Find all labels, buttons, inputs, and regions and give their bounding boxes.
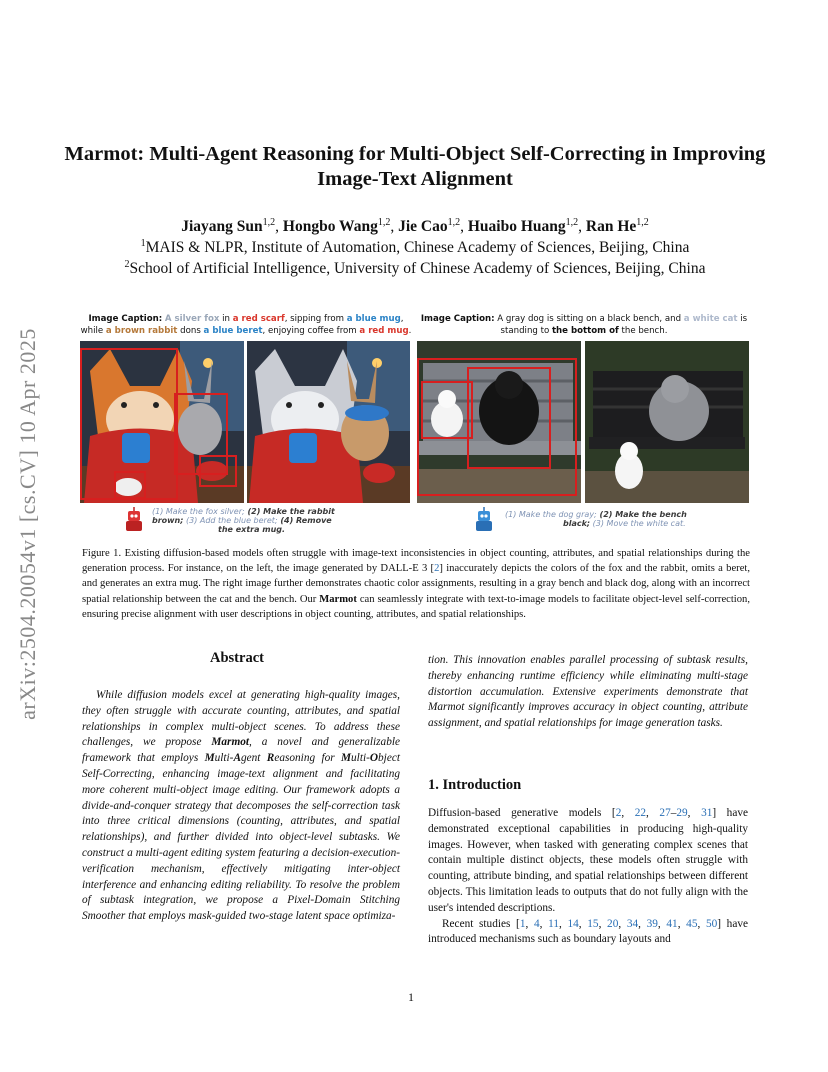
left-image-caption xyxy=(80,313,412,337)
sep: , xyxy=(687,807,702,819)
citation-link[interactable]: 1 xyxy=(519,917,526,930)
edit-step: (4) Remove xyxy=(277,516,332,525)
left-edit-instructions xyxy=(152,507,352,534)
right-edit-instructions xyxy=(505,510,735,528)
arxiv-sidebar xyxy=(6,284,50,764)
abstract-text: While diffusion models excel at generating high-quality images, they often struggle with accurate counting, attributes, and spatial relationships in complex multi-object scenes. To address these challenges, we propose xyxy=(82,689,400,749)
caption-span: , sipping from xyxy=(284,314,347,324)
author-sup: 1,2 xyxy=(447,216,461,228)
affil-text: MAIS & NLPR, Institute of Automation, Chinese Academy of Sciences, Beijing, China xyxy=(145,239,690,256)
abstract-text: , a novel and generalizable framework that employs xyxy=(82,736,400,765)
intro-body xyxy=(428,806,748,948)
intro-paragraph-2 xyxy=(428,917,748,949)
edit-step: the extra mug. xyxy=(218,525,286,534)
author-sup: 1,2 xyxy=(565,216,579,228)
acronym-rest: ulti- xyxy=(214,752,234,765)
caption-text: can seamlessly integrate with text-to-image models to facilitate object-level self-correction, ensuring precise alignment with user descriptions in object counting, attributes, and spatial relationships. xyxy=(82,593,750,620)
citation-link[interactable]: 29 xyxy=(676,807,688,819)
caption-span: is xyxy=(737,314,748,324)
citation-link[interactable]: 50 xyxy=(705,917,718,930)
affil-sup: 2 xyxy=(124,258,130,270)
acronym-rest: easoning for xyxy=(274,752,341,765)
author-sup: 1,2 xyxy=(636,216,649,228)
acronym-letter: M xyxy=(204,752,215,765)
citation-link[interactable]: 41 xyxy=(666,917,678,930)
citation-link[interactable]: 27 xyxy=(659,807,671,819)
citation-link[interactable]: 15 xyxy=(587,917,599,930)
caption-span: A silver fox xyxy=(164,314,220,324)
page-number: 1 xyxy=(408,990,414,1004)
author-name: Jiayang Sun xyxy=(181,218,263,235)
fox-rabbit-corrected-image xyxy=(247,341,410,503)
edit-step: black; xyxy=(563,519,591,528)
caption-span: while xyxy=(80,326,106,336)
edit-step: (2) Make the rabbit xyxy=(244,507,335,516)
caption-label: Image Caption: xyxy=(420,314,495,324)
intro-text: ] have introduced mechanisms such as boundary layouts and xyxy=(428,917,748,946)
abstract-bold: Marmot xyxy=(211,736,250,749)
caption-span: a red scarf xyxy=(232,314,285,324)
caption-span: a white cat xyxy=(683,314,738,324)
citation-link[interactable]: 11 xyxy=(548,917,559,930)
sep: , xyxy=(677,917,687,930)
author-name: Hongbo Wang xyxy=(282,218,378,235)
caption-span: in xyxy=(219,314,233,324)
sep: , xyxy=(657,917,667,930)
bounding-box xyxy=(467,367,551,469)
caption-span: a blue beret xyxy=(203,326,263,336)
sep: , xyxy=(559,917,568,930)
author-name: Jie Cao xyxy=(398,218,448,235)
bounding-box xyxy=(199,455,237,487)
intro-text: ] have demonstrated exceptional capabilities in producing high-quality images. However, when tasked with generating complex scenes that contain multiple distinct objects, these models often struggle with counting, attribute binding, and spatial relationships between different objects. This limitation leads to outputs that do not fully align with the user's intended descriptions. xyxy=(428,807,749,914)
fox-rabbit-corrected-art xyxy=(247,341,410,503)
abstract-body xyxy=(82,688,400,925)
author-block xyxy=(60,216,770,279)
sep: , xyxy=(646,807,660,819)
citation-link[interactable]: 2 xyxy=(615,807,622,819)
caption-label: Image Caption: xyxy=(88,314,163,324)
sep: , xyxy=(578,917,588,930)
caption-span: a red mug xyxy=(359,326,409,336)
citation-link[interactable]: 45 xyxy=(686,917,698,930)
acronym-rest: ulti- xyxy=(351,752,370,765)
abstract-heading: Abstract xyxy=(210,650,264,666)
citation-link[interactable]: 20 xyxy=(607,917,619,930)
sep: , xyxy=(618,917,627,930)
author-sup: 1,2 xyxy=(262,216,276,228)
abstract-text: , enhancing image-text alignment and facilitating more coherent multi-object image editing. Our framework adopts a divide-and-conquer strategy that decomposes the self-correction task into three critical dimensions (counting, attributes, and spatial relationships), and further divided into object-level subtasks. We construct a multi-agent editing system featuring a decision-execution-verification mechanism, effectively mitigating inter-object interference and enhancing editing reliability. To resolve the problem of subtask integration, we propose a Pixel-Domain Stitching Smoother that employs mask-guided two-stage latent space optimiza- xyxy=(82,767,400,923)
bounding-box xyxy=(114,471,146,499)
dog-cat-corrected-art xyxy=(585,341,749,503)
caption-span: the bench. xyxy=(618,326,668,336)
sep: , xyxy=(621,807,635,819)
caption-span: standing to xyxy=(500,326,552,336)
edit-step: (2) Make the bench xyxy=(596,510,687,519)
section-heading: 1. Introduction xyxy=(428,777,522,793)
intro-text: Recent studies [ xyxy=(442,917,520,930)
caption-span: a brown rabbit xyxy=(105,326,178,336)
sep: , xyxy=(598,917,608,930)
acronym-letter: R xyxy=(266,752,275,765)
caption-span: the bottom of xyxy=(551,326,619,336)
dog-cat-corrected-image xyxy=(585,341,749,503)
intro-text: Diffusion-based generative models [ xyxy=(428,807,616,819)
caption-span: a blue mug xyxy=(346,314,401,324)
sep: , xyxy=(525,917,534,930)
edit-step: (1) Make the fox silver; xyxy=(152,507,245,516)
red-robot-icon xyxy=(124,507,144,533)
author-sup: 1,2 xyxy=(377,216,391,228)
edit-step: brown; xyxy=(152,516,184,525)
citation-link[interactable]: 14 xyxy=(567,917,579,930)
caption-text: ] inaccurately depicts the colors of the fox and the rabbit, omits a beret, and generates an extra mug. The right image further demonstrates chaotic color assignments, resulting in a gray bench and black dog, along with an incorrect spatial relationship between the cat and the bench. Our xyxy=(82,563,750,605)
sep: , xyxy=(638,917,647,930)
edit-step: (1) Make the dog gray; xyxy=(505,510,597,519)
affil-text: School of Artificial Intelligence, University of Chinese Academy of Sciences, Beijing, China xyxy=(129,260,706,277)
caption-span: , xyxy=(400,314,404,324)
caption-span: dons xyxy=(177,326,204,336)
citation-link[interactable]: 34 xyxy=(626,917,639,930)
arxiv-id: arXiv:2504.20054v1 [cs.CV] 10 Apr 2025 xyxy=(15,328,40,720)
acronym-letter: O xyxy=(369,752,379,765)
intro-paragraph-1 xyxy=(428,806,748,917)
sep: , xyxy=(539,917,549,930)
caption-span: . xyxy=(408,326,412,336)
affiliation-1 xyxy=(60,237,770,258)
citation-link[interactable]: 2 xyxy=(434,563,440,575)
caption-span: A gray dog is sitting on a black bench, and xyxy=(497,314,684,324)
edit-step: (3) Add the blue beret; xyxy=(183,516,278,525)
blue-robot-icon xyxy=(474,507,494,533)
acronym-rest: bject Self-Correcting xyxy=(82,752,400,780)
acronym-letter: M xyxy=(340,752,352,765)
acronym-rest: gent xyxy=(240,752,267,765)
affiliation-2 xyxy=(60,258,770,279)
sep: , xyxy=(697,917,706,930)
author-list: Jiayang Sun$^{1,2}$, Hongbo Wang$^{1,2}$, Jie Cao$^{1,2}$, Huaibo Huang$^{1,2}$, Ran He$^{1,2}$ xyxy=(181,216,649,235)
abstract-continuation: tion. This innovation enables parallel processing of subtask results, thereby enhancing runtime efficiency while eliminating multi-stage distortion accumulation. Extensive experiments demonstrate that Marmot significantly improves accuracy in object counting, attribute assignment, and spatial relationships for image generation tasks. xyxy=(428,654,748,730)
sep: – xyxy=(670,807,677,819)
paper-title: Marmot: Multi-Agent Reasoning for Multi-Object Self-Correcting in Improving Image-Text Alignment xyxy=(64,143,766,190)
acronym-letter: A xyxy=(233,752,241,765)
caption-text: Figure 1. Existing diffusion-based models often struggle with image-text inconsistencies in object counting, attributes, and spatial relationships during the generation process. For instance, on the left, the image generated by DALL-E 3 [ xyxy=(82,548,750,575)
dog-cat-original-image xyxy=(417,341,581,503)
bounding-box xyxy=(421,381,473,439)
figure-caption xyxy=(82,546,750,622)
author-name: Huaibo Huang xyxy=(467,218,566,235)
citation-link[interactable]: 4 xyxy=(533,917,540,930)
caption-span: , enjoying coffee from xyxy=(262,326,360,336)
affil-sup: 1 xyxy=(140,237,146,249)
right-image-caption xyxy=(416,313,752,337)
citation-link[interactable]: 31 xyxy=(701,807,713,819)
citation-link[interactable]: 39 xyxy=(646,917,658,930)
citation-link[interactable]: 22 xyxy=(634,807,647,819)
edit-step: (3) Move the white cat. xyxy=(590,519,686,528)
fox-rabbit-original-image xyxy=(80,341,244,503)
caption-bold: Marmot xyxy=(319,593,357,605)
author-name: Ran He xyxy=(585,218,637,235)
